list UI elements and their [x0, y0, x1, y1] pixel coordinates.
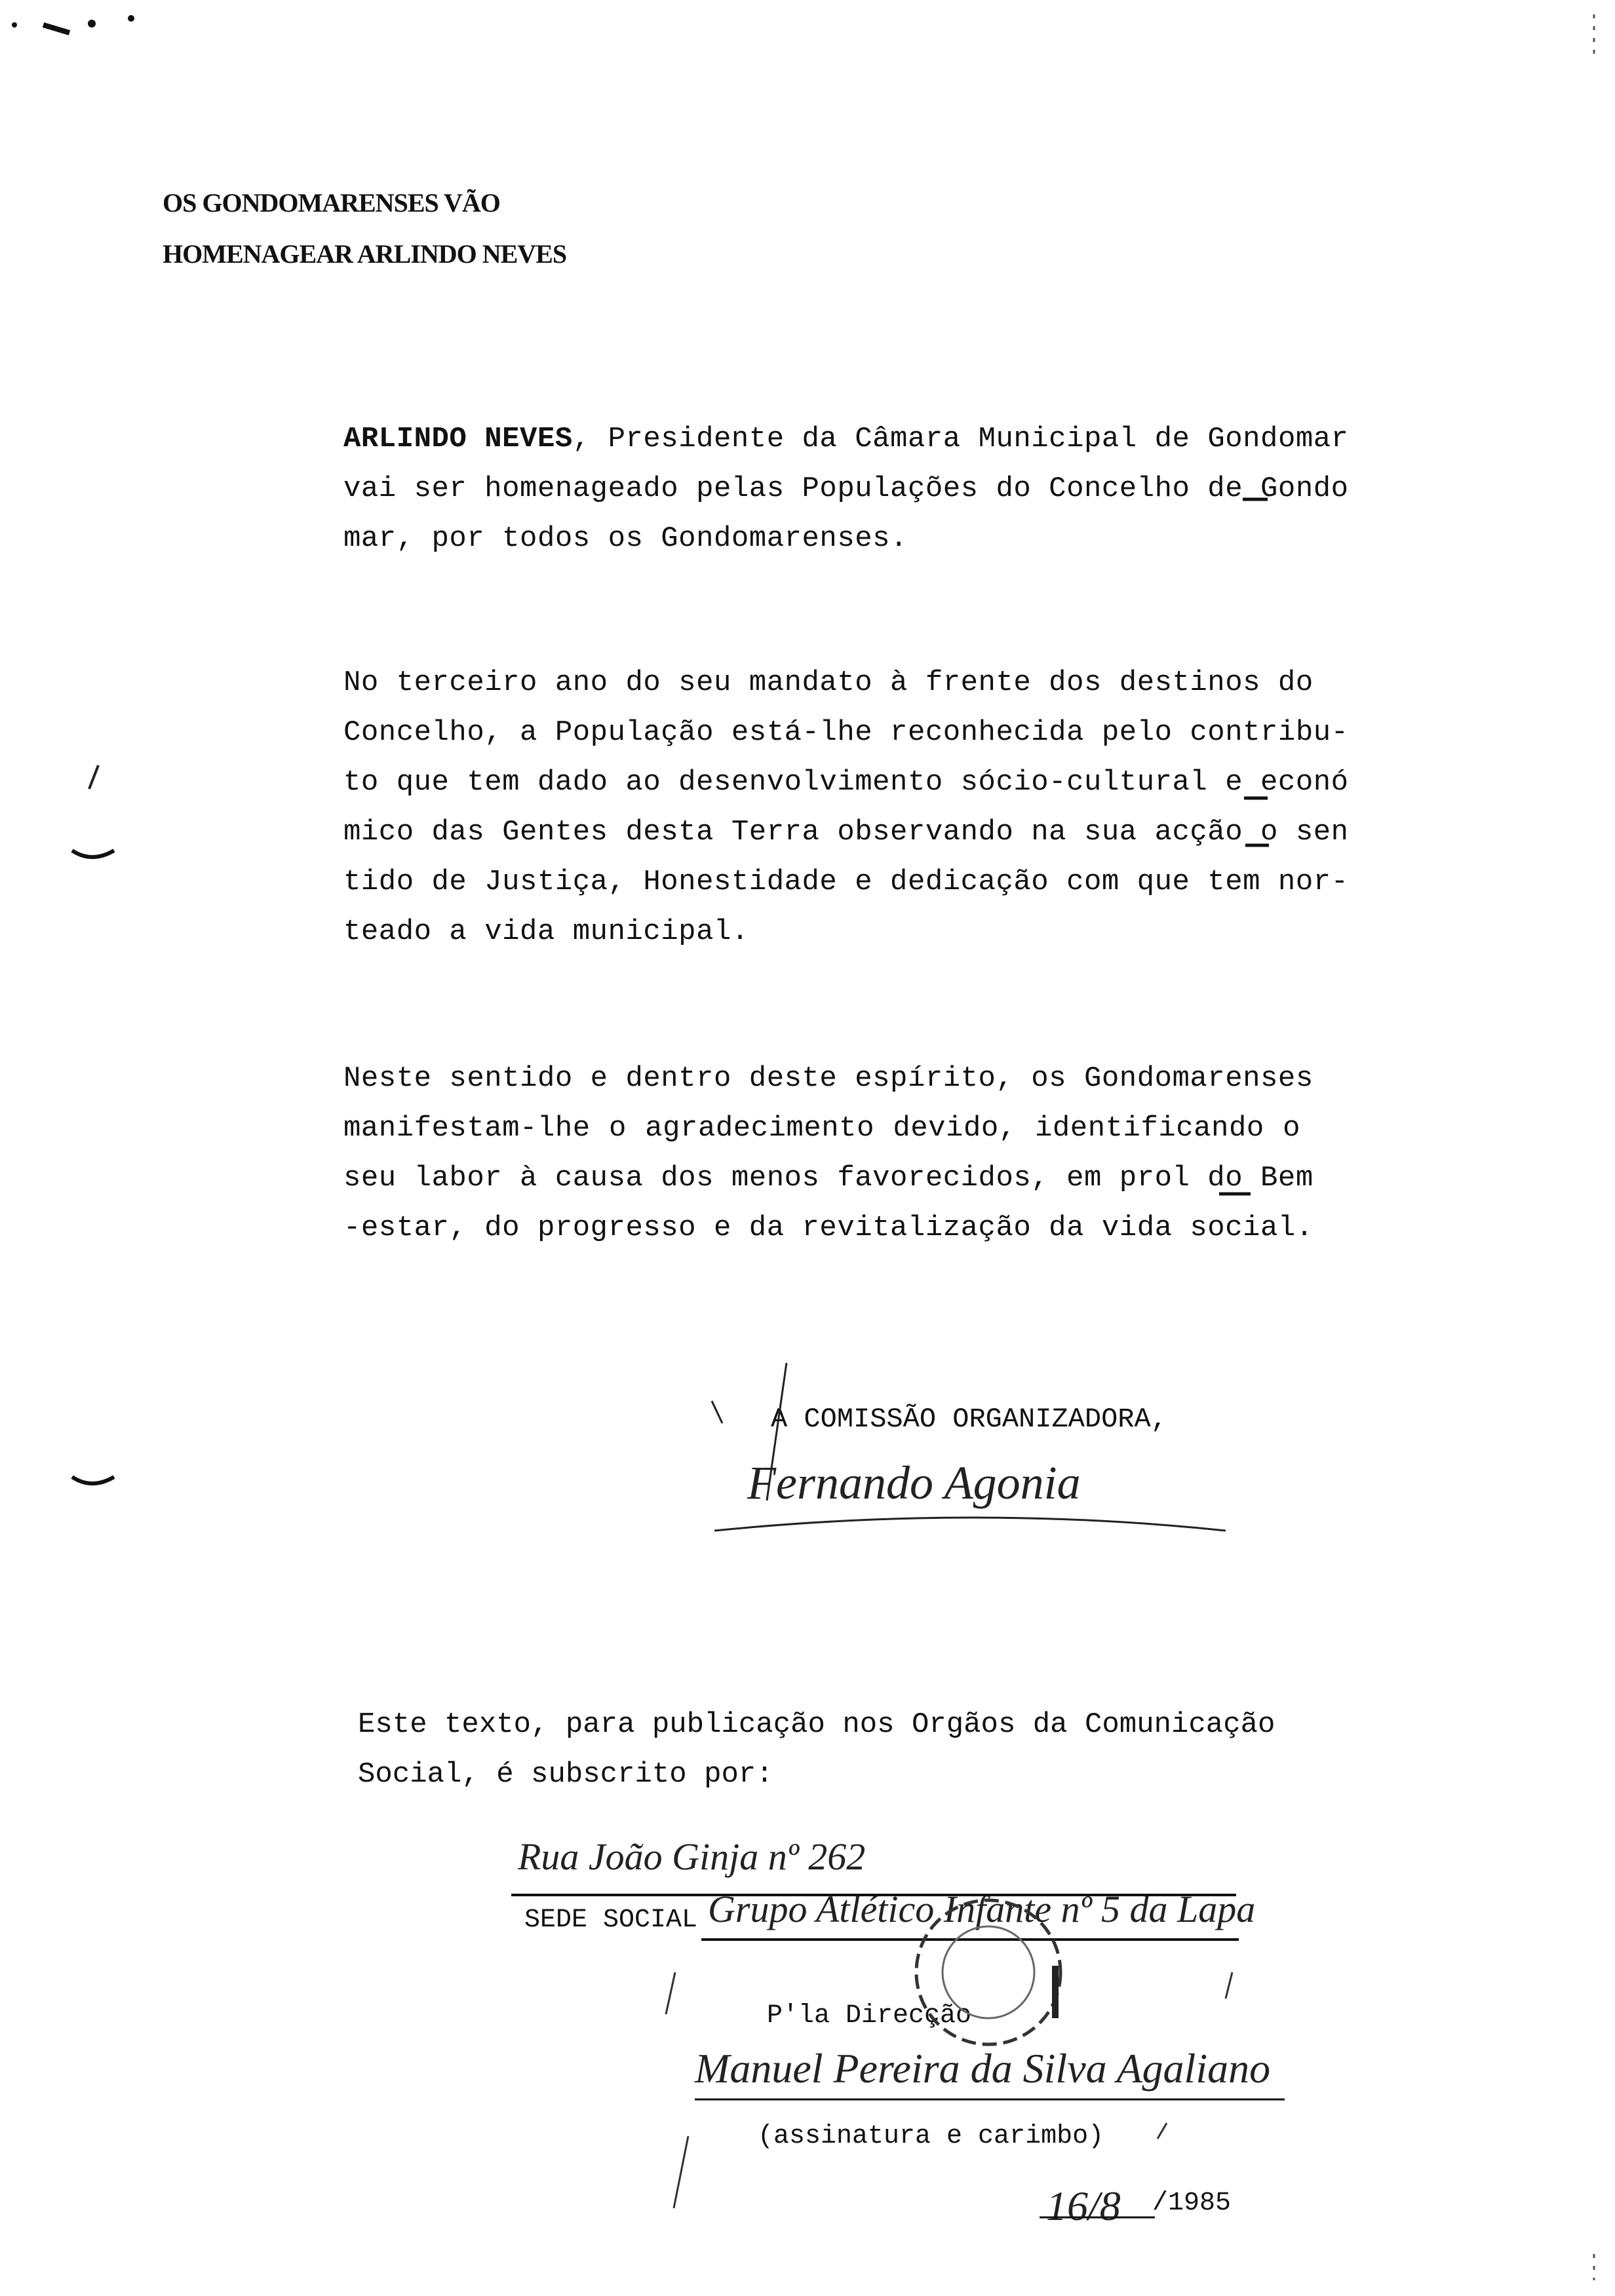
- scan-speck-4: [12, 22, 17, 28]
- paragraph-2-line-2: Concelho, a População está-lhe reconhecida pelo contribu-: [343, 716, 1349, 749]
- headline-line-2: HOMENAGEAR ARLINDO NEVES: [163, 239, 567, 269]
- scan-speck-2: [88, 20, 96, 28]
- punch-hole-mark-2: [72, 1477, 114, 1483]
- honoree-name: ARLINDO NEVES: [343, 423, 573, 455]
- director-signature: Manuel Pereira da Silva Agaliano: [695, 2045, 1271, 2092]
- paragraph-1-line-2: vai ser homenageado pelas Populações do Concelho de Gondo: [343, 472, 1349, 505]
- date-handwritten: 16/8: [1046, 2183, 1121, 2229]
- sede-social-label: SEDE SOCIAL: [524, 1905, 698, 1935]
- signature-caption: (assinatura e carimbo): [758, 2122, 1104, 2151]
- paragraph-3-line-2: manifestam-lhe o agradecimento devido, identificando o: [343, 1112, 1300, 1145]
- paragraph-2-line-3: to que tem dado ao desenvolvimento sócio-cultural e econó: [343, 766, 1349, 799]
- paragraph-3-line-1: Neste sentido e dentro deste espírito, os Gondomarenses: [343, 1062, 1313, 1095]
- paragraph-3-line-4: -estar, do progresso e da revitalização da vida social.: [343, 1212, 1313, 1244]
- committee-label: A COMISSÃO ORGANIZADORA,: [771, 1404, 1167, 1435]
- paragraph-2-line-1: No terceiro ano do seu mandato à frente dos destinos do: [343, 666, 1313, 699]
- address-handwritten: Rua João Ginja nº 262: [518, 1835, 866, 1878]
- scan-speck-1: [43, 25, 69, 33]
- direction-label: P'la Direcção: [767, 2001, 972, 2031]
- committee-signature: Fernando Agonia: [747, 1457, 1081, 1509]
- paragraph-2-line-6: teado a vida municipal.: [343, 915, 749, 948]
- stamp-seal: [916, 1900, 1060, 2044]
- sede-handwritten: Grupo Atlético Infante nº 5 da Lapa: [708, 1888, 1256, 1930]
- margin-mark: [89, 765, 98, 789]
- paragraph-1-line-1: , Presidente da Câmara Municipal de Gondomar: [572, 423, 1349, 455]
- paragraph-2-line-5: tido de Justiça, Honestidade e dedicação com que tem nor-: [343, 866, 1349, 898]
- committee-signature-stroke: [712, 1363, 787, 1501]
- date-year: /1985: [1152, 2189, 1232, 2218]
- punch-hole-mark-1: [72, 851, 114, 857]
- subscription-line-1: Este texto, para publicação nos Orgãos da Comunicação: [358, 1708, 1275, 1741]
- headline-line-1: OS GONDOMARENSES VÃO: [163, 188, 500, 218]
- handwriting-strokes: [666, 1972, 1232, 2208]
- paragraph-3-line-3: seu labor à causa dos menos favorecidos, em prol do Bem: [343, 1162, 1313, 1195]
- paragraph-2-line-4: mico das Gentes desta Terra observando na sua acção o sen: [343, 816, 1349, 849]
- paragraph-1-line-3: mar, por todos os Gondomarenses.: [343, 522, 908, 555]
- scan-speck-3: [128, 15, 134, 22]
- committee-signature-underline: [714, 1518, 1226, 1531]
- subscription-line-2: Social, é subscrito por:: [358, 1758, 773, 1791]
